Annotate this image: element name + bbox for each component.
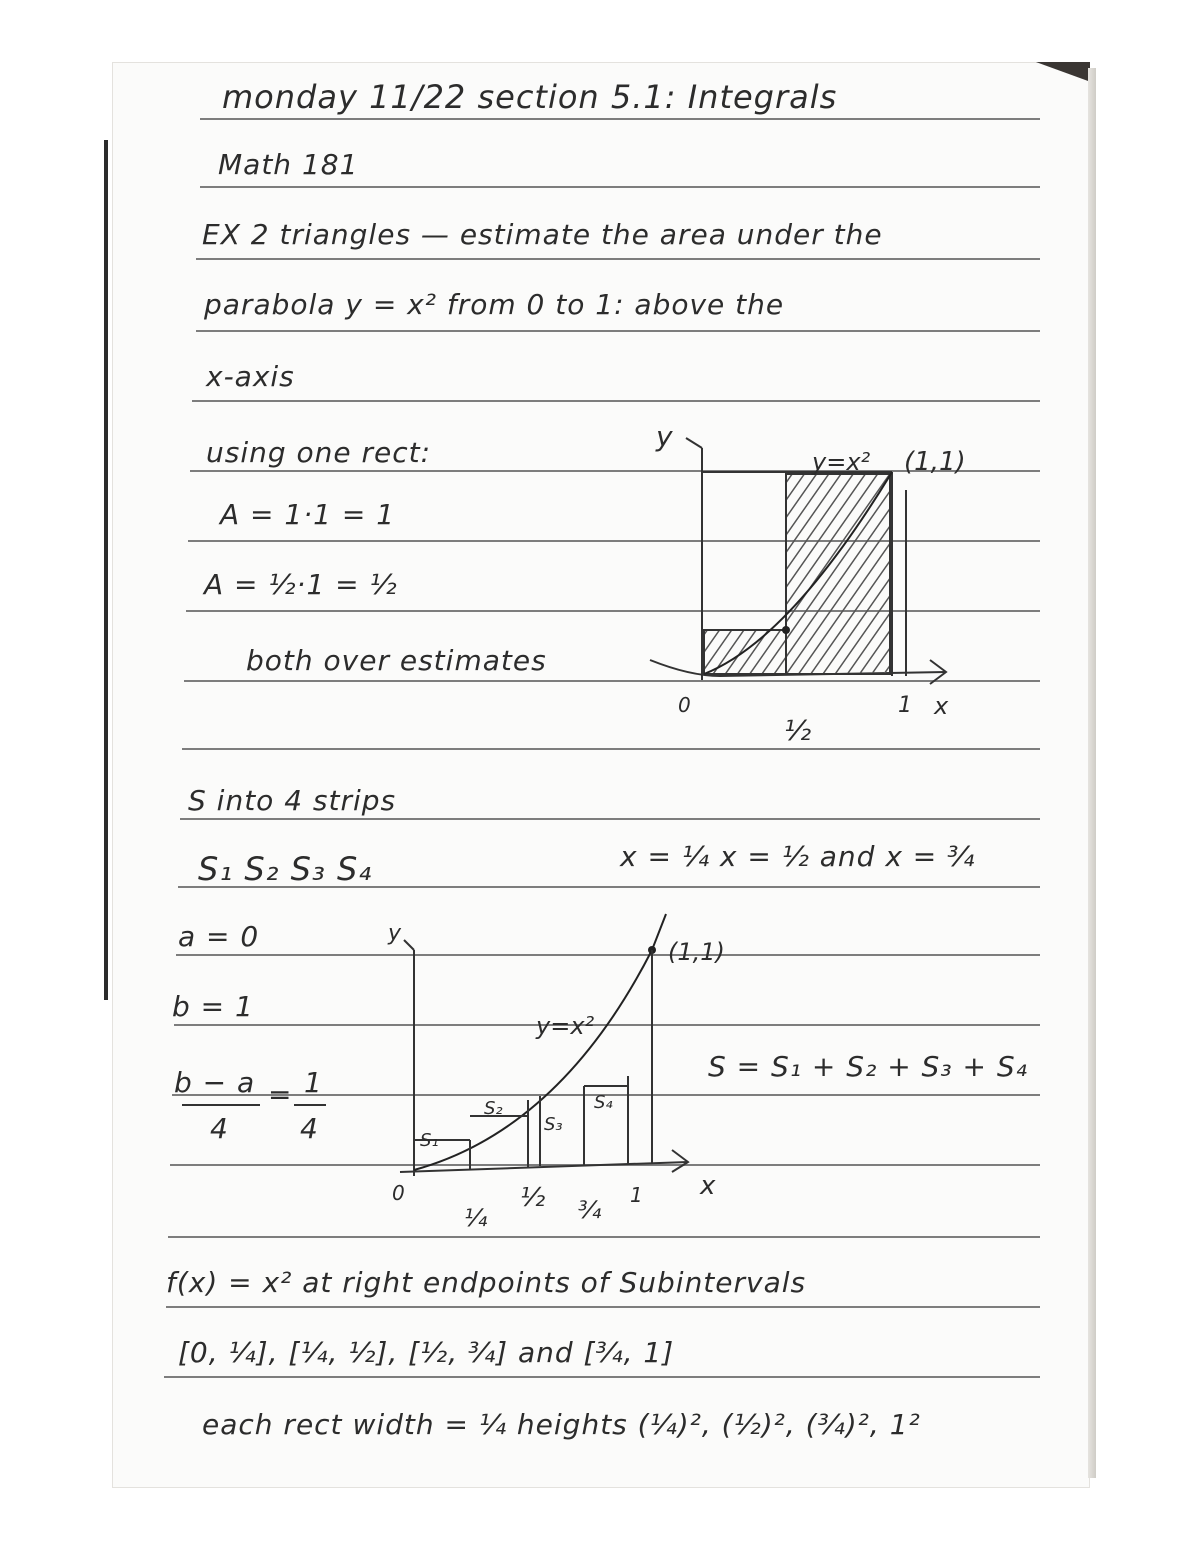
graph2-tick-one: 1 bbox=[630, 1183, 643, 1207]
width-denominator: 4 bbox=[210, 1112, 229, 1145]
graph2-tick-half: ½ bbox=[520, 1183, 546, 1213]
area-estimate-1: A = 1·1 = 1 bbox=[220, 498, 396, 531]
graph1-origin: 0 bbox=[678, 693, 691, 717]
widths-heights-line: each rect width = ¼ heights (¼)², (½)², (¾)², 1² bbox=[202, 1408, 921, 1441]
subintervals-line: [0, ¼], [¼, ½], [½, ¾] and [¾, 1] bbox=[178, 1336, 675, 1369]
graph1-point-label: (1,1) bbox=[904, 447, 966, 477]
sum-of-strips: S = S₁ + S₂ + S₃ + S₄ bbox=[708, 1050, 1028, 1083]
graph2-tick-quarter: ¼ bbox=[464, 1204, 488, 1232]
graph1-curve-label: y=x² bbox=[812, 448, 871, 476]
graph2-x-label: x bbox=[700, 1171, 716, 1201]
division-points: x = ¼ x = ½ and x = ¾ bbox=[620, 840, 976, 873]
graph1-x-label: x bbox=[934, 692, 949, 720]
over-estimate-note: both over estimates bbox=[246, 644, 547, 677]
a-value: a = 0 bbox=[178, 920, 260, 953]
graph1-one-tick: 1 bbox=[898, 693, 912, 718]
example-line-1: EX 2 triangles — estimate the area under the bbox=[202, 218, 883, 251]
strip-label-s2: S₂ bbox=[484, 1098, 503, 1119]
graph1-half-tick: ½ bbox=[784, 714, 812, 747]
strip-label-s1: S₁ bbox=[420, 1130, 439, 1151]
area-estimate-2: A = ½·1 = ½ bbox=[204, 568, 398, 601]
graph2-origin: 0 bbox=[392, 1181, 405, 1205]
strips-heading: S into 4 strips bbox=[188, 784, 397, 817]
one-rect-heading: using one rect: bbox=[206, 436, 432, 469]
graph2-tick-three-quarter: ¾ bbox=[578, 1196, 602, 1224]
width-value-denominator: 4 bbox=[300, 1112, 319, 1145]
example-line-2: parabola y = x² from 0 to 1: above the bbox=[204, 288, 785, 321]
width-value-numerator: 1 bbox=[304, 1066, 323, 1099]
graph2-y-label: y bbox=[388, 921, 402, 946]
strip-label-s3: S₃ bbox=[544, 1114, 563, 1135]
x-axis bbox=[400, 1162, 688, 1172]
graph2-point-label: (1,1) bbox=[668, 938, 725, 966]
strip-label-s4: S₄ bbox=[594, 1092, 613, 1113]
width-equals: = bbox=[268, 1078, 293, 1111]
strip-labels: S₁ S₂ S₃ S₄ bbox=[198, 850, 373, 888]
course-label: Math 181 bbox=[218, 148, 359, 181]
width-numerator: b − a bbox=[174, 1066, 256, 1099]
page-title: monday 11/22 section 5.1: Integrals bbox=[222, 78, 838, 116]
graph2-curve-label: y=x² bbox=[536, 1012, 595, 1040]
b-value: b = 1 bbox=[172, 990, 254, 1023]
graph1-y-label: y bbox=[656, 420, 673, 453]
right-endpoints-line: f(x) = x² at right endpoints of Subintervals bbox=[166, 1266, 807, 1299]
example-line-3: x-axis bbox=[206, 360, 295, 393]
